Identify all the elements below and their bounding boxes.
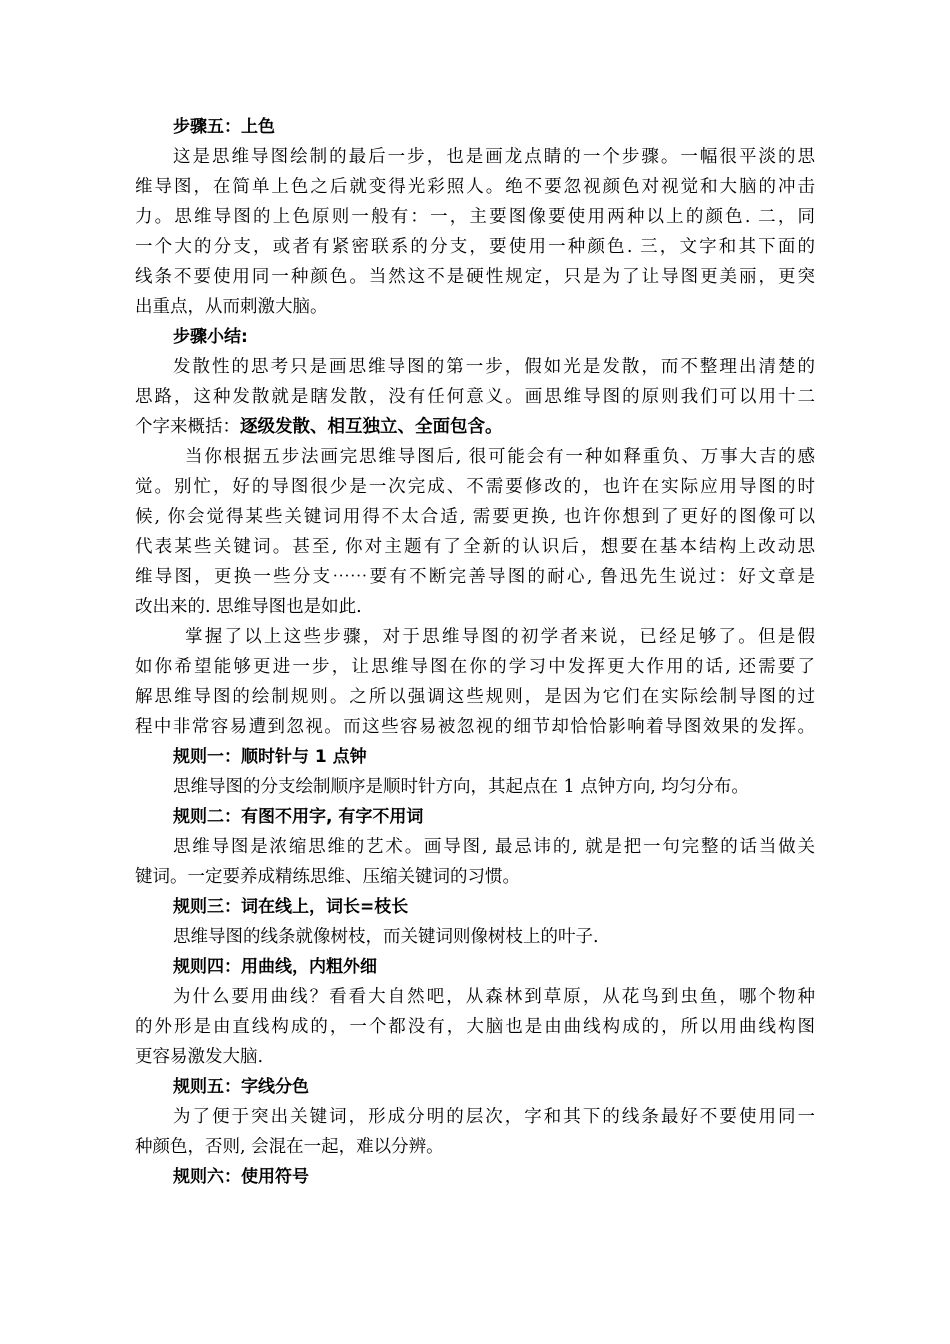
rule-text-line: 为了便于突出关键词，形成分明的层次，字和其下的线条最好不要使用同一 <box>173 1107 815 1127</box>
rule-text-line: 键词。一定要养成精练思维、压缩关键词的习惯。 <box>135 867 520 887</box>
paragraph-line: 当你根据五步法画完思维导图后, 很可能会有一种如释重负、万事大吉的感 <box>185 447 815 467</box>
rule-text-line: 为什么要用曲线？看看大自然吧，从森林到草原，从花鸟到虫鱼，哪个物种 <box>173 987 815 1007</box>
paragraph-line: 维导图，更换一些分支⋯⋯要有不断完善导图的耐心, 鲁迅先生说过：好文章是 <box>135 567 815 587</box>
paragraph-line: 掌握了以上这些步骤，对于思维导图的初学者来说，已经足够了。但是假 <box>185 627 815 647</box>
paragraph-line: 出重点，从而刺激大脑。 <box>135 297 328 317</box>
paragraph-line: 觉。别忙，好的导图很少是一次完成、不需要修改的，也许在实际应用导图的时 <box>135 477 815 497</box>
summary-keywords: 逐级发散、相互独立、全面包含。 <box>240 417 503 437</box>
paragraph-line: 维导图，在简单上色之后就变得光彩照人。绝不要忽视颜色对视觉和大脑的冲击 <box>135 177 815 197</box>
rule-text-line: 种颜色，否则, 会混在一起，难以分辨。 <box>135 1137 444 1157</box>
paragraph-line: 这是思维导图绘制的最后一步，也是画龙点睛的一个步骤。一幅很平淡的思 <box>173 147 815 167</box>
paragraph-line: 力。思维导图的上色原则一般有：一，主要图像要使用两种以上的颜色. 二，同 <box>135 207 815 227</box>
rule-heading: 规则六：使用符号 <box>173 1167 309 1187</box>
paragraph-line: 一个大的分支，或者有紧密联系的分支，要使用一种颜色. 三，文字和其下面的 <box>135 237 815 257</box>
rule-heading: 规则一：顺时针与 1 点钟 <box>173 747 367 767</box>
step5-heading: 步骤五：上色 <box>173 117 275 137</box>
paragraph-line: 线条不要使用同一种颜色。当然这不是硬性规定，只是为了让导图更美丽，更突 <box>135 267 815 287</box>
rule-heading: 规则五：字线分色 <box>173 1077 309 1097</box>
rule-text-line: 的外形是由直线构成的，一个都没有，大脑也是由曲线构成的，所以用曲线构图 <box>135 1017 815 1037</box>
rule-heading: 规则三：词在线上，词长=枝长 <box>173 897 409 917</box>
rule-heading: 规则四：用曲线，内粗外细 <box>173 957 377 977</box>
paragraph-line: 解思维导图的绘制规则。之所以强调这些规则，是因为它们在实际绘制导图的过 <box>135 687 815 707</box>
paragraph-line: 改出来的. 思维导图也是如此. <box>135 597 362 617</box>
paragraph-line: 代表某些关键词。甚至, 你对主题有了全新的认识后，想要在基本结构上改动思 <box>135 537 815 557</box>
document-body <box>135 112 815 1192</box>
summary-prefix: 个字来概括： <box>135 417 240 437</box>
paragraph-line: 如你希望能够更进一步，让思维导图在你的学习中发挥更大作用的话, 还需要了 <box>135 657 815 677</box>
rule-heading: 规则二：有图不用字, 有字不用词 <box>173 807 424 827</box>
summary-conclusion-line <box>135 412 815 442</box>
rule-text-line: 更容易激发大脑. <box>135 1047 264 1067</box>
summary-heading: 步骤小结: <box>173 327 248 347</box>
paragraph-line: 发散性的思考只是画思维导图的第一步，假如光是发散，而不整理出清楚的 <box>173 357 815 377</box>
paragraph-line: 候, 你会觉得某些关键词用得不太合适, 需要更换, 也许你想到了更好的图像可以 <box>135 507 815 527</box>
rule-text-line: 思维导图的分支绘制顺序是顺时针方向，其起点在 1 点钟方向, 均匀分布。 <box>173 777 749 797</box>
paragraph-line: 思路，这种发散就是瞎发散，没有任何意义。画思维导图的原则我们可以用十二 <box>135 387 815 407</box>
rule-text-line: 思维导图是浓缩思维的艺术。画导图, 最忌讳的, 就是把一句完整的话当做关 <box>173 837 815 857</box>
rule-text-line: 思维导图的线条就像树枝，而关键词则像树枝上的叶子. <box>173 927 599 947</box>
paragraph-line: 程中非常容易遭到忽视。而这些容易被忽视的细节却恰恰影响着导图效果的发挥。 <box>135 717 815 737</box>
